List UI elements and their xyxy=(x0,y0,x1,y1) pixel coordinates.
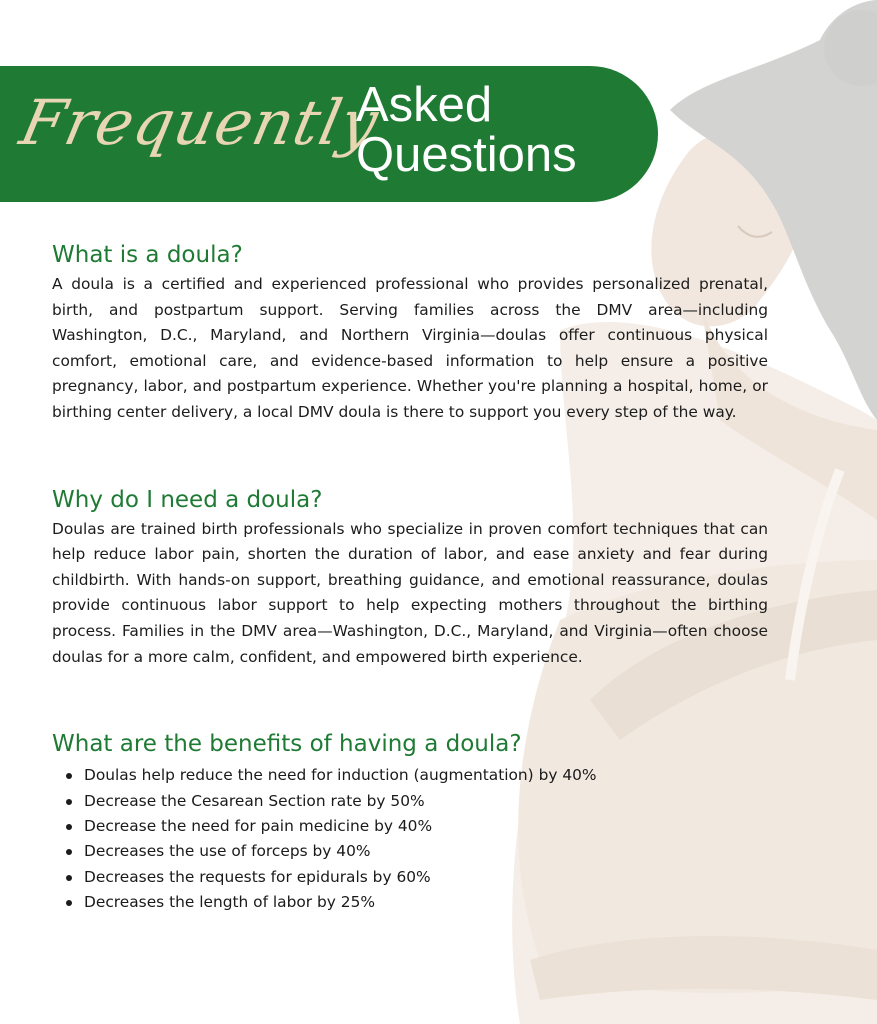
bullet-icon xyxy=(66,849,72,855)
banner-script-word: Frequently xyxy=(14,86,386,159)
faq-section-what xyxy=(52,240,768,426)
benefit-text: Doulas help reduce the need for induction (augmentation) by 40% xyxy=(84,766,597,785)
benefit-item xyxy=(66,839,768,864)
benefit-text: Decreases the requests for epidurals by 60% xyxy=(84,867,431,886)
benefits-list xyxy=(66,763,768,915)
banner-title-line2: Questions xyxy=(356,128,577,182)
benefit-item xyxy=(66,865,768,890)
faq-section-benefits xyxy=(52,729,768,915)
faq-question: Why do I need a doula? xyxy=(52,486,323,513)
benefit-item xyxy=(66,789,768,814)
banner-title xyxy=(356,80,577,180)
benefit-item xyxy=(66,763,768,788)
faq-section-why xyxy=(52,485,768,671)
bullet-icon xyxy=(66,799,72,805)
bullet-icon xyxy=(66,875,72,881)
faq-question: What are the benefits of having a doula? xyxy=(52,731,522,758)
bullet-icon xyxy=(66,773,72,779)
faq-banner xyxy=(0,66,658,202)
bullet-icon xyxy=(66,824,72,830)
benefit-text: Decrease the need for pain medicine by 40% xyxy=(84,816,433,835)
faq-answer: A doula is a certified and experienced professional who provides personalized prenatal, birth, and postpartum support. Serving families across the DMV area—including Washington, D.C., Maryland, and Northern Virginia—doulas offer continuous physical comfort, emotional care, and evidence-based information to help ensure a positive pregnancy, labor, and postpartum experience. Whether you're planning a hospital, home, or birthing center delivery, a local DMV doula is there to support you every step of the way. xyxy=(52,275,768,421)
benefit-item xyxy=(66,890,768,915)
bullet-icon xyxy=(66,900,72,906)
faq-question: What is a doula? xyxy=(52,242,243,268)
benefit-text: Decreases the length of labor by 25% xyxy=(84,893,375,912)
faq-content xyxy=(52,240,768,916)
benefit-item xyxy=(66,814,768,839)
faq-answer: Doulas are trained birth professionals who specialize in proven comfort techniques that can help reduce labor pain, shorten the duration of labor, and ease anxiety and fear during childbirth. With hands-on support, breathing guidance, and emotional reassurance, doulas provide continuous labor support to help expecting mothers throughout the birthing process. Families in the DMV area—Washington, D.C., Maryland, and Virginia—often choose doulas for a more calm, confident, and empowered birth experience. xyxy=(52,519,768,666)
banner-title-line1: Asked xyxy=(356,78,493,132)
benefit-text: Decrease the Cesarean Section rate by 50% xyxy=(84,791,425,810)
benefit-text: Decreases the use of forceps by 40% xyxy=(84,842,371,861)
